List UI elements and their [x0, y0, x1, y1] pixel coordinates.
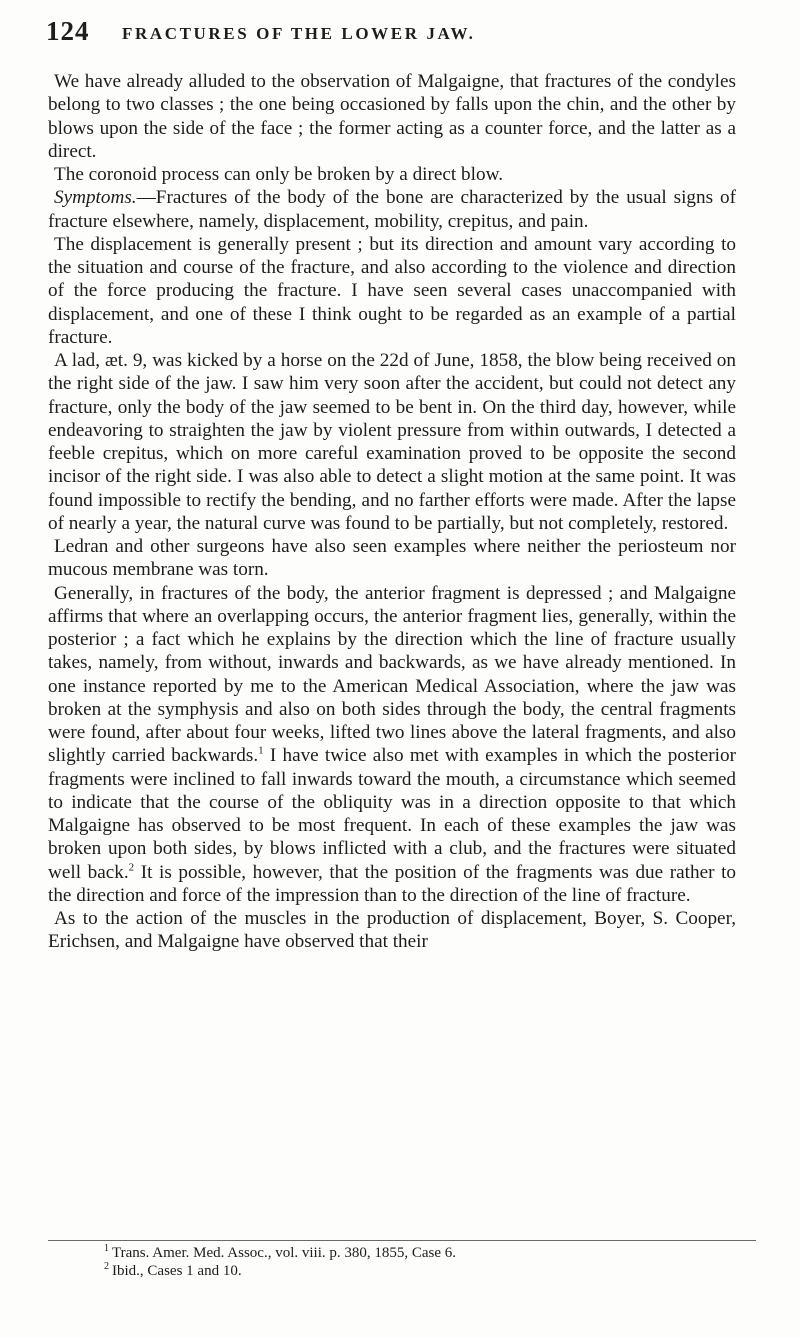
footnote-ref: 1 [258, 744, 264, 757]
footnote-text: Ibid., Cases 1 and 10. [112, 1263, 242, 1279]
paragraph [48, 186, 736, 233]
footnote-text: Trans. Amer. Med. Assoc., vol. viii. p. 380, 1855, Case 6. [112, 1245, 457, 1261]
footnote [104, 1262, 744, 1280]
page-header [46, 16, 746, 56]
running-head: FRACTURES OF THE LOWER JAW. [122, 24, 476, 43]
paragraph: A lad, æt. 9, was kicked by a horse on the 22d of June, 1858, the blow being received on the right side of the jaw. I saw him very soon after the accident, but could not detect any fracture, only the body of the jaw seemed to be bent in. On the third day, however, while endeavoring to straighten the jaw by violent pressure from within outwards, I detected a feeble crepitus, which on more careful examination proved to be opposite the second incisor of the right side. I was also able to detect a slight motion at the same point. It was found impossible to rectify the bending, and no farther efforts were made. After the lapse of nearly a year, the natural curve was found to be partially, but not completely, restored. [48, 350, 736, 534]
footnote-divider [48, 1240, 756, 1241]
footnote-mark: 2 [104, 1261, 109, 1272]
page-number: 124 [46, 16, 90, 46]
section-label: Symptoms. [54, 187, 137, 209]
footnote-ref: 2 [128, 861, 135, 874]
body-text [48, 70, 736, 954]
paragraph: Ledran and other surgeons have also seen examples where neither the periosteum nor mucous membrane was torn. [48, 536, 736, 581]
paragraph-text: —Fractures of the body of the bone are characterized by the usual signs of fracture elsewhere, namely, displacement, mobility, crepitus, and pain. [48, 187, 736, 232]
paragraph-text: It is possible, however, that the position of the fragments was due rather to the direction and force of the impression than to the direction of the line of fracture. [48, 861, 736, 906]
paragraph: We have already alluded to the observation of Malgaigne, that fractures of the condyles belong to two classes ; the one being occasioned by falls upon the chin, and the other by blows upon the side of the face ; the former acting as a counter force, and the latter as a direct. [48, 71, 736, 162]
paragraph: As to the action of the muscles in the production of displacement, Boyer, S. Cooper, Erichsen, and Malgaigne have observed that their [48, 908, 736, 953]
footnote [104, 1244, 744, 1262]
paragraph [48, 582, 736, 908]
paragraph-text: Generally, in fractures of the body, the anterior fragment is depressed ; and Malgaigne affirms that where an overlapping occurs, the anterior fragment lies, generally, within the posterior ; a fact which he explains by the direction which the line of fracture usually takes, namely, from without, inwards and backwards, as we have already mentioned. In one instance reported by me to the American Medical Association, where the jaw was broken at the symphysis and also on both sides through the body, the central fragments were found, after about four weeks, lifted two lines above the lateral fragments, and also slightly carried backwards. [48, 582, 736, 767]
paragraph-text: I have twice also met with examples in which the posterior fragments were inclined to fall inwards toward the mouth, a circumstance which seemed to indicate that the course of the obliquity was in a direction opposite to that which Malgaigne has observed to be most frequent. In each of these examples the jaw was broken upon both sides, by blows inflicted with a club, and the fractures were situated well back. [48, 745, 736, 883]
paragraph: The displacement is generally present ; but its direction and amount vary according to the situation and course of the fracture, and also according to the violence and direction of the force producing the fracture. I have seen several cases unaccompanied with displacement, and one of these I think ought to be regarded as an example of a partial fracture. [48, 233, 736, 348]
footnotes [104, 1244, 744, 1280]
paragraph: The coronoid process can only be broken by a direct blow. [54, 164, 503, 185]
footnote-mark: 1 [104, 1243, 109, 1254]
